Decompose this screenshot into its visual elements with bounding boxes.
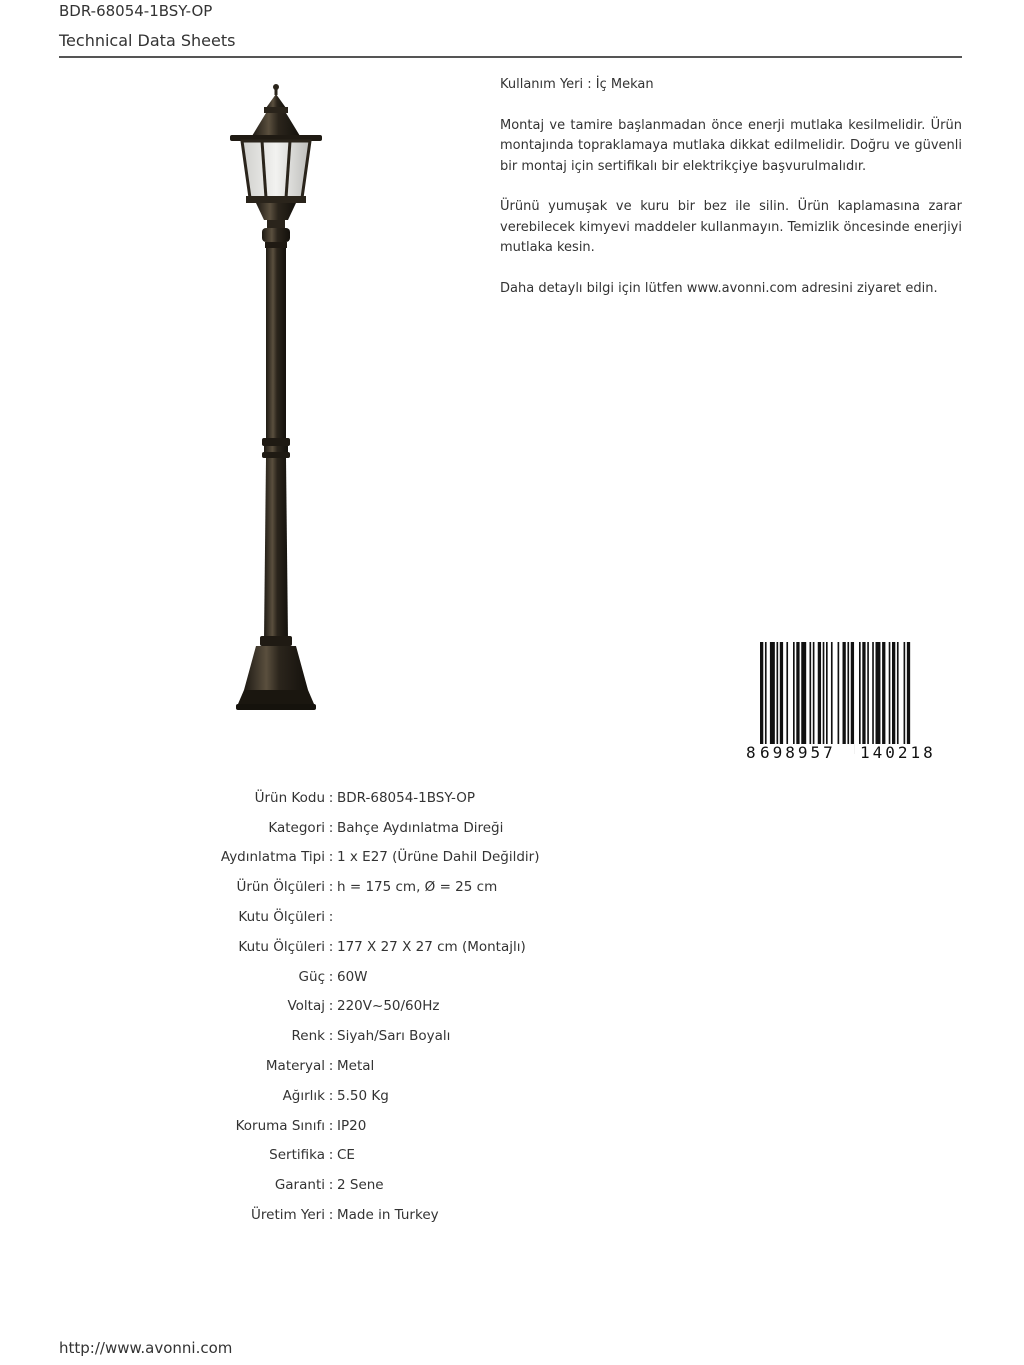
spec-value: Made in Turkey <box>337 1207 439 1224</box>
spec-row <box>150 813 750 843</box>
spec-value: Bahçe Aydınlatma Direği <box>337 819 504 836</box>
spec-value: IP20 <box>337 1117 367 1134</box>
spec-value: CE <box>337 1147 355 1164</box>
spec-value: 1 x E27 (Ürüne Dahil Değildir) <box>337 849 540 866</box>
barcode-digits-right: 140218 <box>860 743 936 762</box>
spec-separator: : <box>328 1147 334 1164</box>
spec-separator: : <box>328 1058 334 1075</box>
spec-value: Siyah/Sarı Boyalı <box>337 1028 451 1045</box>
spec-row <box>150 902 750 932</box>
spec-separator: : <box>328 998 334 1015</box>
spec-label: Güç <box>298 968 325 985</box>
spec-label: Üretim Yeri <box>251 1207 325 1224</box>
spec-label: Aydınlatma Tipi <box>220 849 325 866</box>
spec-row <box>150 843 750 873</box>
spec-separator: : <box>328 909 334 926</box>
header-divider <box>59 56 962 58</box>
spec-row <box>150 1111 750 1141</box>
spec-label: Ürün Ölçüleri <box>236 879 325 896</box>
spec-label: Garanti <box>274 1177 325 1194</box>
spec-label: Renk <box>291 1028 325 1045</box>
spec-value: 5.50 Kg <box>337 1087 389 1104</box>
cleaning-instructions: Ürünü yumuşak ve kuru bir bez ile silin. Ürün kaplamasına zarar verebilecek kimyevi maddeler kullanmayın. Temizlik öncesinde enerjiyi mutlaka kesin. <box>500 199 962 255</box>
spec-separator: : <box>328 968 334 985</box>
spec-label: Kutu Ölçüleri <box>238 938 325 955</box>
more-info-note: Daha detaylı bilgi için lütfen www.avonni.com adresini ziyaret edin. <box>500 280 938 296</box>
footer-website-link[interactable]: http://www.avonni.com <box>59 1339 233 1357</box>
garden-lamp-post-image <box>222 80 332 720</box>
spec-row <box>150 992 750 1022</box>
spec-separator: : <box>328 879 334 896</box>
spec-value: h = 175 cm, Ø = 25 cm <box>337 879 498 896</box>
spec-row <box>150 1051 750 1081</box>
spec-row <box>150 1141 750 1171</box>
spec-label: Materyal <box>265 1058 325 1075</box>
spec-separator: : <box>328 849 334 866</box>
spec-row <box>150 962 750 992</box>
spec-row <box>150 1200 750 1230</box>
product-info-panel <box>500 75 962 319</box>
spec-row <box>150 1021 750 1051</box>
spec-row <box>150 1081 750 1111</box>
spec-label: Voltaj <box>287 998 325 1015</box>
spec-label: Kutu Ölçüleri <box>238 909 325 926</box>
spec-value: Metal <box>337 1058 375 1075</box>
spec-value: 60W <box>337 968 368 985</box>
installation-warning: Montaj ve tamire başlanmadan önce enerji mutlaka kesilmelidir. Ürün montajında topraklamaya mutlaka dikkat edilmelidir. Doğru ve güvenli bir montaj için sertifikalı bir elektrikçiye başvurulmalıdır. <box>500 117 962 174</box>
spec-separator: : <box>328 1177 334 1194</box>
specifications-table <box>150 783 750 1230</box>
spec-separator: : <box>328 789 334 806</box>
product-code-header: BDR-68054-1BSY-OP <box>59 2 213 20</box>
spec-label: Koruma Sınıfı <box>235 1117 325 1134</box>
spec-value: 177 X 27 X 27 cm (Montajlı) <box>337 938 526 955</box>
spec-separator: : <box>328 1117 334 1134</box>
spec-label: Ürün Kodu <box>254 789 325 806</box>
spec-value: 220V~50/60Hz <box>337 998 440 1015</box>
spec-row <box>150 872 750 902</box>
usage-location: Kullanım Yeri : İç Mekan <box>500 77 654 92</box>
spec-separator: : <box>328 1028 334 1045</box>
document-title: Technical Data Sheets <box>59 31 236 50</box>
spec-value: BDR-68054-1BSY-OP <box>337 789 476 806</box>
barcode-digit-first: 8 <box>746 743 756 762</box>
spec-separator: : <box>328 1207 334 1224</box>
spec-separator: : <box>328 938 334 955</box>
spec-separator: : <box>328 819 334 836</box>
spec-label: Kategori <box>268 819 325 836</box>
barcode <box>744 640 960 762</box>
barcode-digits-left: 698957 <box>760 743 836 762</box>
spec-row <box>150 932 750 962</box>
spec-label: Sertifika <box>269 1147 325 1164</box>
spec-value: 2 Sene <box>337 1177 384 1194</box>
spec-label: Ağırlık <box>282 1087 325 1104</box>
spec-row <box>150 1170 750 1200</box>
spec-row <box>150 783 750 813</box>
spec-separator: : <box>328 1087 334 1104</box>
